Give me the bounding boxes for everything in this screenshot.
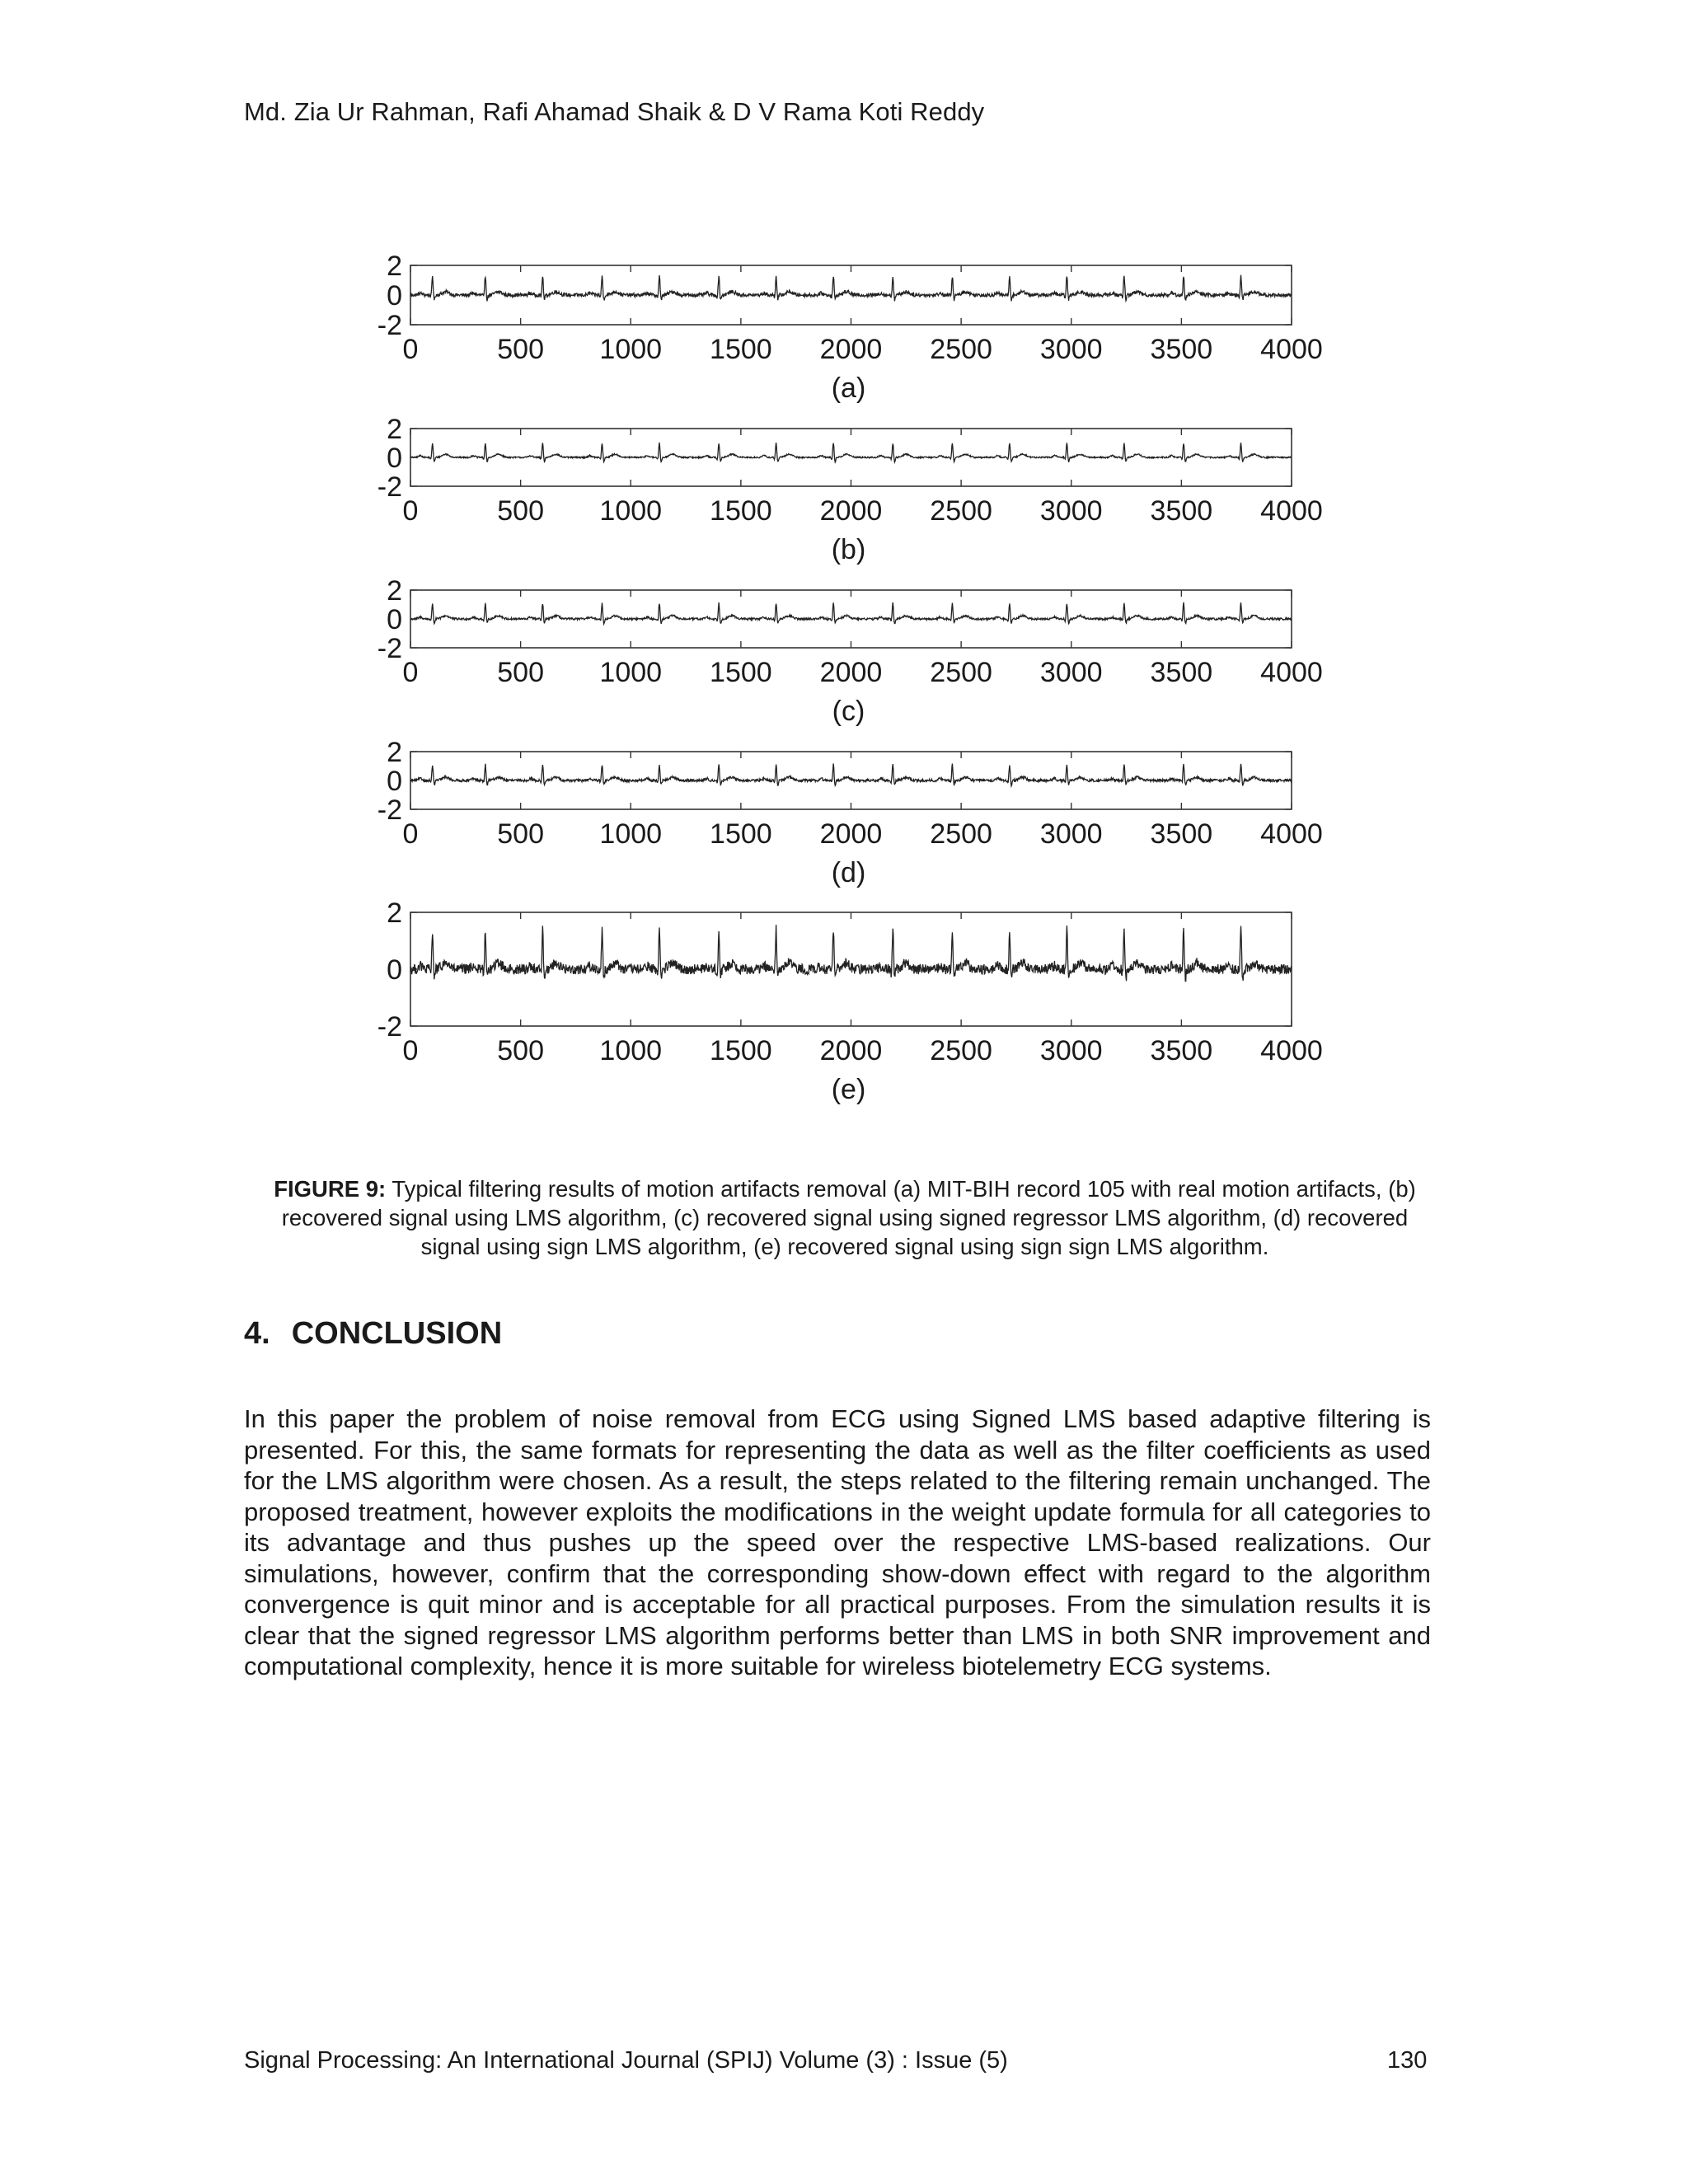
x-tick-label: 1500 (710, 334, 772, 365)
y-tick-label: 2 (387, 414, 402, 445)
x-tick-label: 2500 (930, 657, 992, 688)
x-tick-label: 2000 (819, 495, 883, 527)
x-tick-label: 500 (497, 334, 544, 365)
y-tick-label: -2 (377, 1011, 402, 1043)
x-tick-label: 3000 (1039, 495, 1103, 527)
ecg-trace-line (410, 763, 1292, 785)
x-tick-label: 3500 (1150, 334, 1213, 365)
y-tick-label: 0 (387, 766, 402, 797)
y-tick-label: -2 (377, 310, 402, 341)
ecg-trace-line (410, 443, 1292, 462)
x-tick-label: 0 (402, 334, 419, 365)
y-tick-label: 2 (387, 251, 402, 282)
running-head-authors: Md. Zia Ur Rahman, Rafi Ahamad Shaik & D V Rama Koti Reddy (244, 97, 985, 126)
x-tick-label: 4000 (1260, 657, 1323, 688)
x-tick-label: 1000 (599, 657, 663, 688)
figure-caption-label: FIGURE 9: (274, 1176, 387, 1202)
y-tick-label: 0 (387, 443, 402, 474)
section-heading (244, 1316, 502, 1352)
y-tick-label: 0 (387, 954, 402, 986)
panel-label: (c) (832, 696, 865, 727)
x-tick-label: 4000 (1260, 334, 1323, 365)
x-tick-label: 1500 (710, 657, 772, 688)
x-tick-label: 3000 (1039, 334, 1103, 365)
figure-caption-text: Typical filtering results of motion artifacts removal (a) MIT-BIH record 105 with real motion artifacts, (b) recovered signal using LMS algorithm, (c) recovered signal using signed regressor LMS algorithm, (d) recovered signal using sign LMS algorithm, (e) recovered signal using sign sign LMS algorithm. (281, 1176, 1416, 1259)
section-number: 4. (244, 1316, 270, 1351)
x-tick-label: 2500 (930, 334, 992, 365)
x-tick-label: 2500 (930, 818, 992, 850)
x-tick-label: 500 (497, 495, 544, 527)
panel-label: (b) (831, 534, 866, 565)
x-tick-label: 1500 (710, 1035, 772, 1066)
x-tick-label: 1500 (710, 818, 772, 850)
ecg-trace-line (410, 925, 1292, 981)
x-tick-label: 2500 (930, 495, 992, 527)
x-tick-label: 4000 (1260, 818, 1323, 850)
x-tick-label: 2500 (930, 1035, 992, 1066)
footer-journal-title: Signal Processing: An International Journal (SPIJ) Volume (3) : Issue (5) (244, 2047, 1008, 2074)
x-tick-label: 1500 (710, 495, 772, 527)
x-tick-label: 500 (497, 657, 544, 688)
y-tick-label: 0 (387, 604, 402, 635)
conclusion-paragraph: In this paper the problem of noise removal from ECG using Signed LMS based adaptive filtering is presented. For this, the same formats for representing the data as well as the filter coefficients as used for the LMS algorithm were chosen. As a result, the steps related to the filtering remain unchanged. The proposed treatment, however exploits the modifications in the weight update formula for all categories to its advantage and thus pushes up the speed over the respective LMS-based realizations. Our simulations, however, confirm that the corresponding show-down effect with regard to the algorithm convergence is quit minor and is acceptable for all practical purposes. From the simulation results it is clear that the signed regressor LMS algorithm performs better than LMS in both SNR improvement and computational complexity, hence it is more suitable for wireless biotelemetry ECG systems. (244, 1404, 1431, 1680)
ecg-panel-a (377, 251, 1323, 404)
panel-label: (a) (831, 373, 866, 404)
y-tick-label: 2 (387, 575, 402, 607)
x-tick-label: 500 (497, 1035, 544, 1066)
x-tick-label: 1000 (599, 334, 663, 365)
ecg-panel-c (377, 575, 1323, 727)
x-tick-label: 3000 (1039, 818, 1103, 850)
x-tick-label: 3500 (1150, 1035, 1213, 1066)
x-tick-label: 2000 (819, 334, 883, 365)
x-tick-label: 1000 (599, 495, 663, 527)
x-tick-label: 3500 (1150, 495, 1213, 527)
x-tick-label: 2000 (819, 657, 883, 688)
ecg-panel-d (377, 737, 1323, 888)
x-tick-label: 0 (402, 657, 419, 688)
ecg-panel-e (377, 898, 1323, 1105)
panel-label: (d) (831, 857, 866, 888)
x-tick-label: 0 (402, 495, 419, 527)
x-tick-label: 3000 (1039, 1035, 1103, 1066)
x-tick-label: 2000 (819, 818, 883, 850)
x-tick-label: 1000 (599, 818, 663, 850)
x-tick-label: 0 (402, 1035, 419, 1066)
figure-caption (272, 1174, 1418, 1261)
y-tick-label: -2 (377, 471, 402, 503)
ecg-trace-line (410, 275, 1292, 302)
y-tick-label: 2 (387, 737, 402, 768)
y-tick-label: 0 (387, 280, 402, 312)
x-tick-label: 3500 (1150, 818, 1213, 850)
panel-label: (e) (831, 1074, 866, 1105)
section-title: CONCLUSION (291, 1316, 503, 1351)
x-tick-label: 3000 (1039, 657, 1103, 688)
ecg-trace-line (410, 602, 1292, 624)
x-tick-label: 4000 (1260, 495, 1323, 527)
y-tick-label: -2 (377, 794, 402, 826)
footer-page-number: 130 (1387, 2047, 1428, 2074)
x-tick-label: 3500 (1150, 657, 1213, 688)
x-tick-label: 2000 (819, 1035, 883, 1066)
y-tick-label: -2 (377, 633, 402, 664)
x-tick-label: 0 (402, 818, 419, 850)
y-tick-label: 2 (387, 898, 402, 929)
ecg-panel-b (377, 414, 1323, 565)
x-tick-label: 4000 (1260, 1035, 1323, 1066)
x-tick-label: 1000 (599, 1035, 663, 1066)
x-tick-label: 500 (497, 818, 544, 850)
